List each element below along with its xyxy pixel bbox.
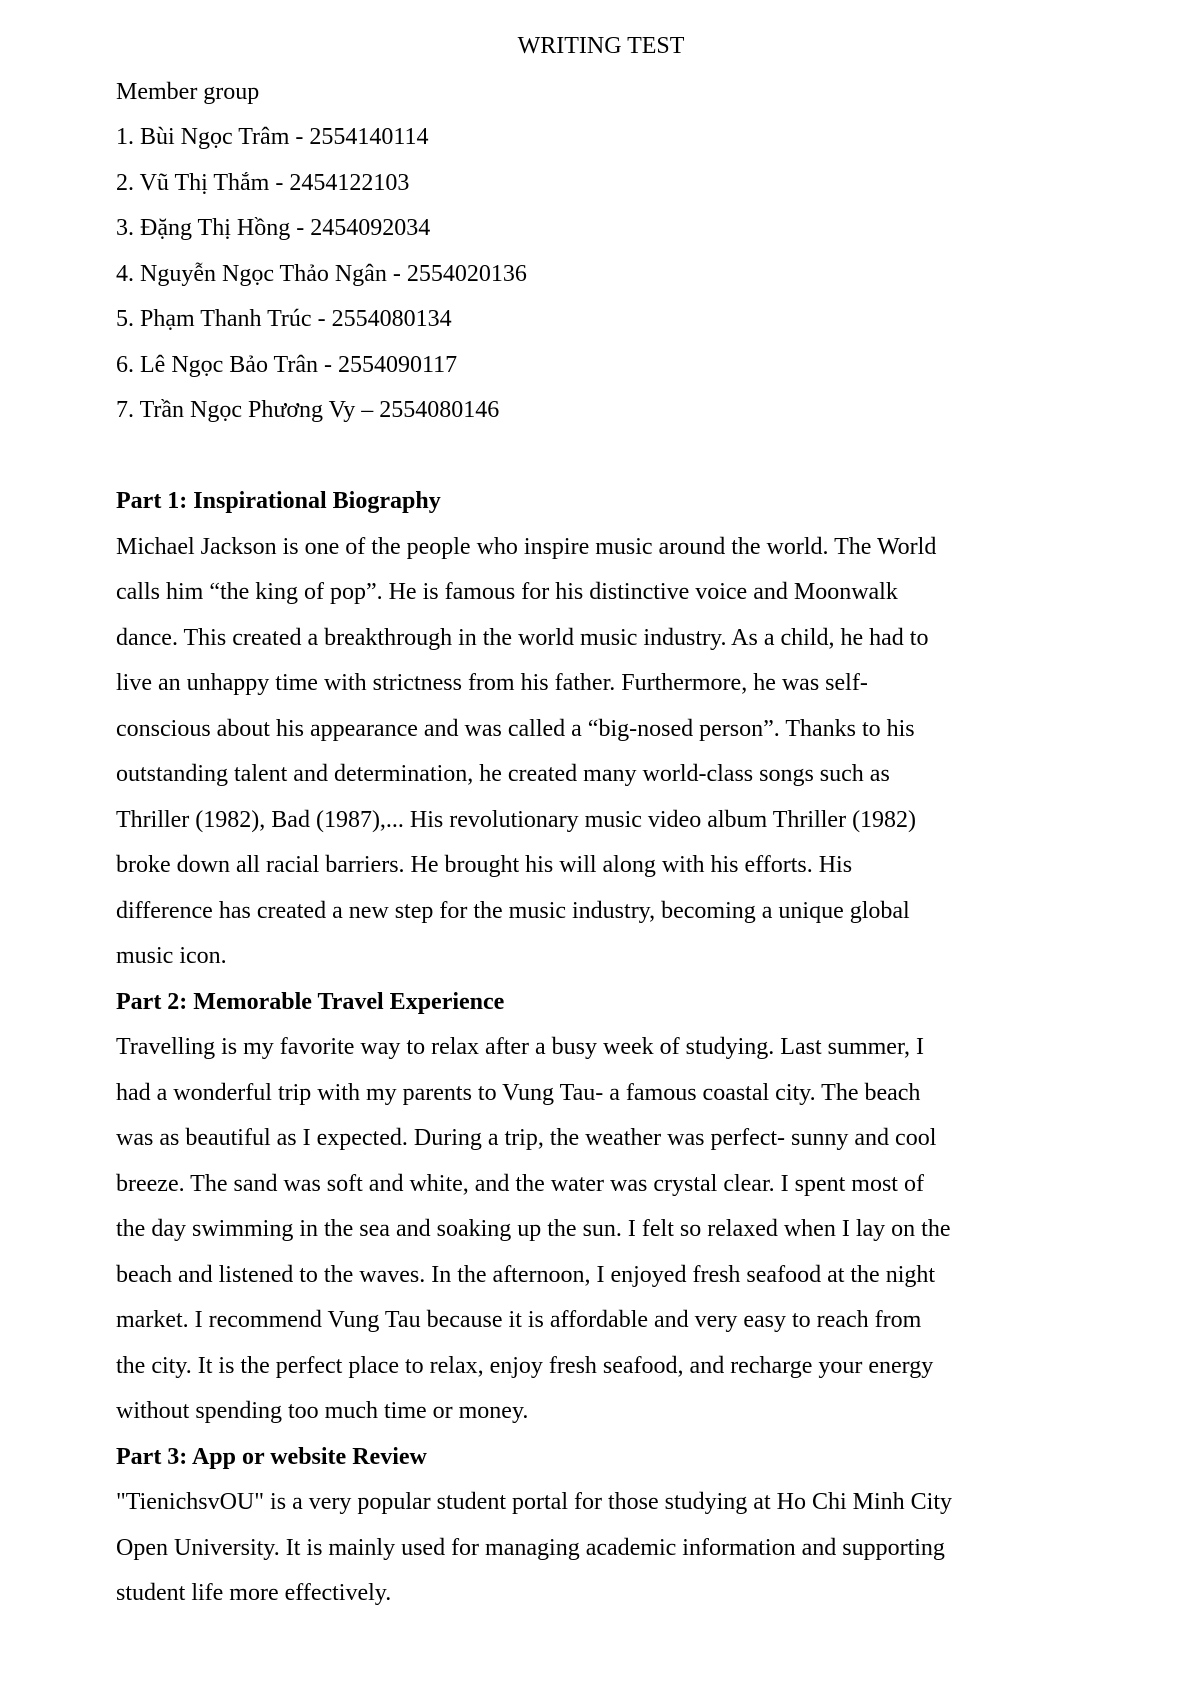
part2-line: market. I recommend Vung Tau because it is affordable and very easy to reach from (116, 1307, 922, 1333)
part1-line: conscious about his appearance and was called a “big-nosed person”. Thanks to his (116, 715, 915, 742)
part2-heading: Part 2: Memorable Travel Experience (116, 988, 505, 1015)
part2-line: Travelling is my favorite way to relax after a busy week of studying. Last summer, I (116, 1034, 924, 1060)
member-item: 3. Đặng Thị Hồng - 2454092034 (116, 215, 431, 241)
part3-paragraph (116, 1480, 1046, 1617)
part2-line: without spending too much time or money. (116, 1398, 529, 1424)
part2-line: the city. It is the perfect place to relax, enjoy fresh seafood, and recharge your energy (116, 1352, 934, 1379)
part2-line: was as beautiful as I expected. During a trip, the weather was perfect- sunny and cool (116, 1125, 937, 1151)
member-group-heading: Member group (116, 78, 260, 105)
part1-paragraph (116, 525, 1046, 980)
part2-line: the day swimming in the sea and soaking up the sun. I felt so relaxed when I lay on the (116, 1216, 951, 1242)
part1-line: live an unhappy time with strictness from his father. Furthermore, he was self- (116, 670, 868, 696)
part3-line: student life more effectively. (116, 1580, 392, 1606)
spacer (116, 434, 1046, 480)
member-item: 7. Trần Ngọc Phương Vy – 2554080146 (116, 397, 500, 423)
part2-paragraph (116, 1025, 1046, 1435)
part1-line: Michael Jackson is one of the people who inspire music around the world. The World (116, 533, 937, 560)
member-item: 2. Vũ Thị Thắm - 2454122103 (116, 169, 410, 196)
part3-heading: Part 3: App or website Review (116, 1443, 427, 1470)
part1-line: Thriller (1982), Bad (1987),... His revolutionary music video album Thriller (1982) (116, 806, 917, 833)
document-body (116, 24, 1046, 1617)
part2-line: beach and listened to the waves. In the afternoon, I enjoyed fresh seafood at the night (116, 1261, 936, 1288)
part1-line: difference has created a new step for the music industry, becoming a unique global (116, 897, 910, 924)
part1-line: outstanding talent and determination, he created many world-class songs such as (116, 761, 890, 787)
part1-line: music icon. (116, 943, 227, 969)
part1-line: dance. This created a breakthrough in the world music industry. As a child, he had to (116, 624, 929, 651)
member-item: 5. Phạm Thanh Trúc - 2554080134 (116, 306, 452, 332)
part1-line: calls him “the king of pop”. He is famous for his distinctive voice and Moonwalk (116, 579, 898, 605)
part3-line: Open University. It is mainly used for managing academic information and supporting (116, 1534, 945, 1561)
part2-line: had a wonderful trip with my parents to Vung Tau- a famous coastal city. The beach (116, 1079, 921, 1106)
member-item: 1. Bùi Ngọc Trâm - 2554140114 (116, 124, 429, 150)
part2-line: breeze. The sand was soft and white, and the water was crystal clear. I spent most of (116, 1170, 924, 1197)
member-item: 6. Lê Ngọc Bảo Trân - 2554090117 (116, 351, 458, 378)
part1-line: broke down all racial barriers. He brought his will along with his efforts. His (116, 852, 853, 878)
member-list (116, 115, 1046, 434)
part1-heading: Part 1: Inspirational Biography (116, 488, 441, 514)
part3-line: "TienichsvOU" is a very popular student portal for those studying at Ho Chi Minh City (116, 1489, 952, 1515)
document-title: WRITING TEST (517, 33, 685, 59)
member-item: 4. Nguyễn Ngọc Thảo Ngân - 2554020136 (116, 260, 527, 287)
